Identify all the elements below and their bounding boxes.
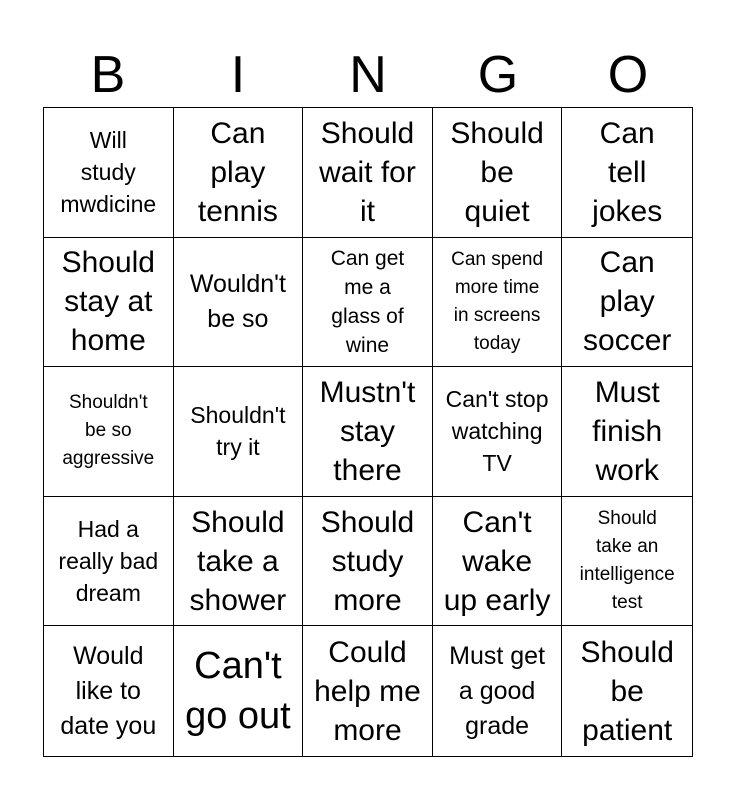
bingo-cell[interactable] <box>303 238 433 368</box>
cell-text: Must get a good grade <box>449 641 546 740</box>
bingo-cell[interactable] <box>174 367 304 497</box>
cell-text: Should be quiet <box>450 116 544 228</box>
cell-text: Can play tennis <box>197 116 278 228</box>
header-letter-g: G <box>477 46 519 104</box>
bingo-board <box>43 107 693 757</box>
cell-text: Should study more <box>320 505 415 617</box>
cell-text: Should stay at home <box>61 246 155 358</box>
cell-text: Should take an intelligence test <box>579 508 675 614</box>
bingo-header <box>43 42 693 108</box>
bingo-cell[interactable] <box>174 497 304 627</box>
bingo-cell[interactable] <box>44 626 174 756</box>
bingo-cell[interactable] <box>303 108 433 238</box>
cell-text: Will study mwdicine <box>60 127 157 218</box>
bingo-cell[interactable] <box>433 497 563 627</box>
bingo-cell[interactable] <box>303 497 433 627</box>
bingo-cell[interactable] <box>562 367 692 497</box>
bingo-cell[interactable] <box>562 497 692 627</box>
bingo-cell[interactable] <box>44 108 174 238</box>
bingo-cell[interactable] <box>174 238 304 368</box>
cell-text: Can't wake up early <box>443 505 551 617</box>
cell-text: Could help me more <box>314 635 421 747</box>
bingo-cell[interactable] <box>433 238 563 368</box>
cell-text: Shouldn't be so aggressive <box>62 392 155 470</box>
cell-text: Should be patient <box>580 635 674 747</box>
bingo-cell[interactable] <box>433 626 563 756</box>
bingo-cell[interactable] <box>433 367 563 497</box>
bingo-cell[interactable] <box>303 626 433 756</box>
bingo-cell[interactable] <box>562 238 692 368</box>
cell-text: Must finish work <box>592 375 663 487</box>
bingo-cell[interactable] <box>174 626 304 756</box>
bingo-cell[interactable] <box>433 108 563 238</box>
cell-text: Wouldn't be so <box>189 269 286 333</box>
bingo-cell[interactable] <box>44 238 174 368</box>
header-letter-o: O <box>607 46 649 104</box>
cell-text: Can spend more time in screens today <box>451 248 544 354</box>
cell-text: Can't go out <box>185 645 291 738</box>
cell-text: Should take a shower <box>189 505 287 617</box>
bingo-cell[interactable] <box>562 626 692 756</box>
bingo-cell[interactable] <box>44 497 174 627</box>
cell-text: Can play soccer <box>583 246 672 358</box>
bingo-cell[interactable] <box>303 367 433 497</box>
header-letter-i: I <box>230 46 246 104</box>
cell-text: Had a really bad dream <box>58 516 159 607</box>
bingo-cell[interactable] <box>562 108 692 238</box>
cell-text: Can tell jokes <box>592 116 663 228</box>
cell-text: Should wait for it <box>319 116 416 228</box>
bingo-cell[interactable] <box>174 108 304 238</box>
cell-text: Mustn't stay there <box>319 375 416 487</box>
cell-text: Can't stop watching TV <box>445 386 549 477</box>
cell-text: Shouldn't try it <box>190 402 286 461</box>
cell-text: Would like to date you <box>60 641 157 740</box>
header-letter-n: N <box>349 46 387 104</box>
cell-text: Can get me a glass of wine <box>330 246 405 357</box>
header-letter-b: B <box>90 46 126 104</box>
bingo-cell[interactable] <box>44 367 174 497</box>
